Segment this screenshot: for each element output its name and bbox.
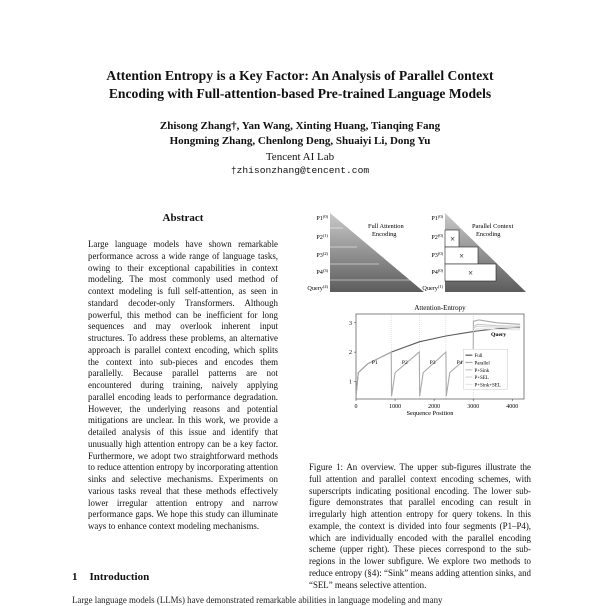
x-tick-label: 2000: [428, 404, 441, 410]
x-tick-label: 0: [354, 404, 358, 410]
y-tick-label: 2: [349, 350, 352, 357]
abstract-body: Large language models have shown remarkable performance across a wide range of language tasks, owing to their exceptional capabilities in context modeling. The most commonly used method of context modeling is full self-attention, as seen in standard decoder-only Transformers. Although powerful, this method can be inefficient for long sequences and may overlook inherent input structures. To address these problems, an alternative approach is parallel context encoding, which splits the context into sub-pieces and encodes them parallelly. Because parallel patterns are not encountered during training, naively applying parallel encoding leads to performance degradation. However, the underlying reasons and potential mitigations are unclear. In this work, we provide a detailed analysis of this issue and identify that unusually high attention entropy can be a key factor. Furthermore, we adopt two straightforward methods to reduce attention entropy by incorporating attention sinks and selective mechanisms. Experiments on various tasks reveal that these methods effectively lower irregular attention entropy and narrow performance gaps. We hope this study can illuminate ways to enhance context modeling mechanisms.: [88, 239, 278, 531]
y-tick-label: 1: [349, 379, 352, 386]
x-tick-label: 3000: [467, 404, 480, 410]
row-label: P2$^{(1)}$: [316, 232, 328, 241]
cross-mark-p4: ×: [468, 268, 474, 278]
x-tick-label: 4000: [506, 404, 519, 410]
region-label: P2: [401, 359, 408, 366]
row-label: P4$^{(3)}$: [316, 267, 328, 276]
chart-title: Attention-Entropy: [414, 304, 466, 312]
x-axis-label: Sequence Position: [406, 410, 454, 417]
full-attention-label-1: Full Attention: [368, 223, 404, 230]
parallel-encoding-diagram: [422, 213, 526, 292]
parallel-label-2: Encoding: [476, 231, 501, 238]
row-label: Query$^{(1)}$: [422, 283, 443, 292]
row-label: P4$^{(0)}$: [431, 267, 443, 276]
region-label: Query: [490, 331, 507, 338]
cross-mark-p3: ×: [459, 251, 465, 261]
section-title: Introduction: [89, 571, 150, 583]
legend-entry: P+Sink: [474, 368, 490, 374]
chart-legend: [463, 349, 507, 389]
abstract-heading: Abstract: [162, 212, 204, 224]
attention-entropy-chart: [349, 304, 524, 417]
row-label: P3$^{(0)}$: [431, 250, 443, 259]
body-text-cut: Large language models (LLMs) have demonstrated remarkable abilities in language modeling and many: [72, 595, 443, 605]
title-line-2: Encoding with Full-attention-based Pre-trained Language Models: [108, 86, 492, 101]
legend-entry: P+Sink+SEL: [474, 383, 501, 389]
legend-entry: Full: [474, 354, 483, 360]
legend-entry: P+SEL: [474, 376, 489, 382]
section-heading-introduction: [72, 571, 149, 583]
cross-mark-p2: ×: [450, 234, 456, 244]
parallel-label-1: Parallel Context: [472, 223, 514, 230]
authors-line-2: Hongming Zhang, Chenlong Deng, Shuaiyi Li, Dong Yu: [169, 135, 431, 147]
figure-1: [300, 200, 540, 460]
region-label: P1: [371, 359, 378, 366]
section-number: 1: [72, 571, 78, 583]
figure-caption: Figure 1: An overview. The upper sub-figures illustrate the full attention and parallel context encoding schemes, with superscripts indicating positional encoding. The lower sub-figure demonstrates that parallel encoding can result in irregularly high attention entropy for query tokens. In this example, the context is divided into four segments (P1–P4), which are individually encoded with the parallel encoding scheme (upper right). These pieces correspond to the sub-regions in the lower subfigure. We explore two methods to reduce entropy (§4): “Sink” means adding attention sinks, and “SEL” means selective attention.: [309, 462, 531, 590]
title-line-1: Attention Entropy is a Key Factor: An Analysis of Parallel Context: [106, 68, 494, 83]
author-email[interactable]: †zhisonzhang@tencent.com: [230, 165, 370, 176]
row-label: P1$^{(0)}$: [431, 213, 443, 222]
region-label: P4: [456, 359, 463, 366]
row-label: P3$^{(2)}$: [316, 250, 328, 259]
row-label: Query$^{(4)}$: [307, 283, 328, 292]
legend-entry: Parallel: [474, 361, 490, 367]
row-label: P1$^{(0)}$: [316, 213, 328, 222]
author-list: [40, 119, 560, 149]
full-attention-diagram: [307, 213, 424, 292]
x-tick-label: 1000: [389, 404, 402, 410]
affiliation: Tencent AI Lab: [265, 151, 335, 163]
row-label: P2$^{(0)}$: [431, 232, 443, 241]
region-label: P3: [429, 359, 436, 366]
full-attention-label-2: Encoding: [372, 231, 397, 238]
authors-line-1: Zhisong Zhang†, Yan Wang, Xinting Huang, Tianqing Fang: [159, 120, 441, 132]
paper-title: [40, 67, 560, 103]
y-tick-label: 3: [349, 320, 352, 327]
